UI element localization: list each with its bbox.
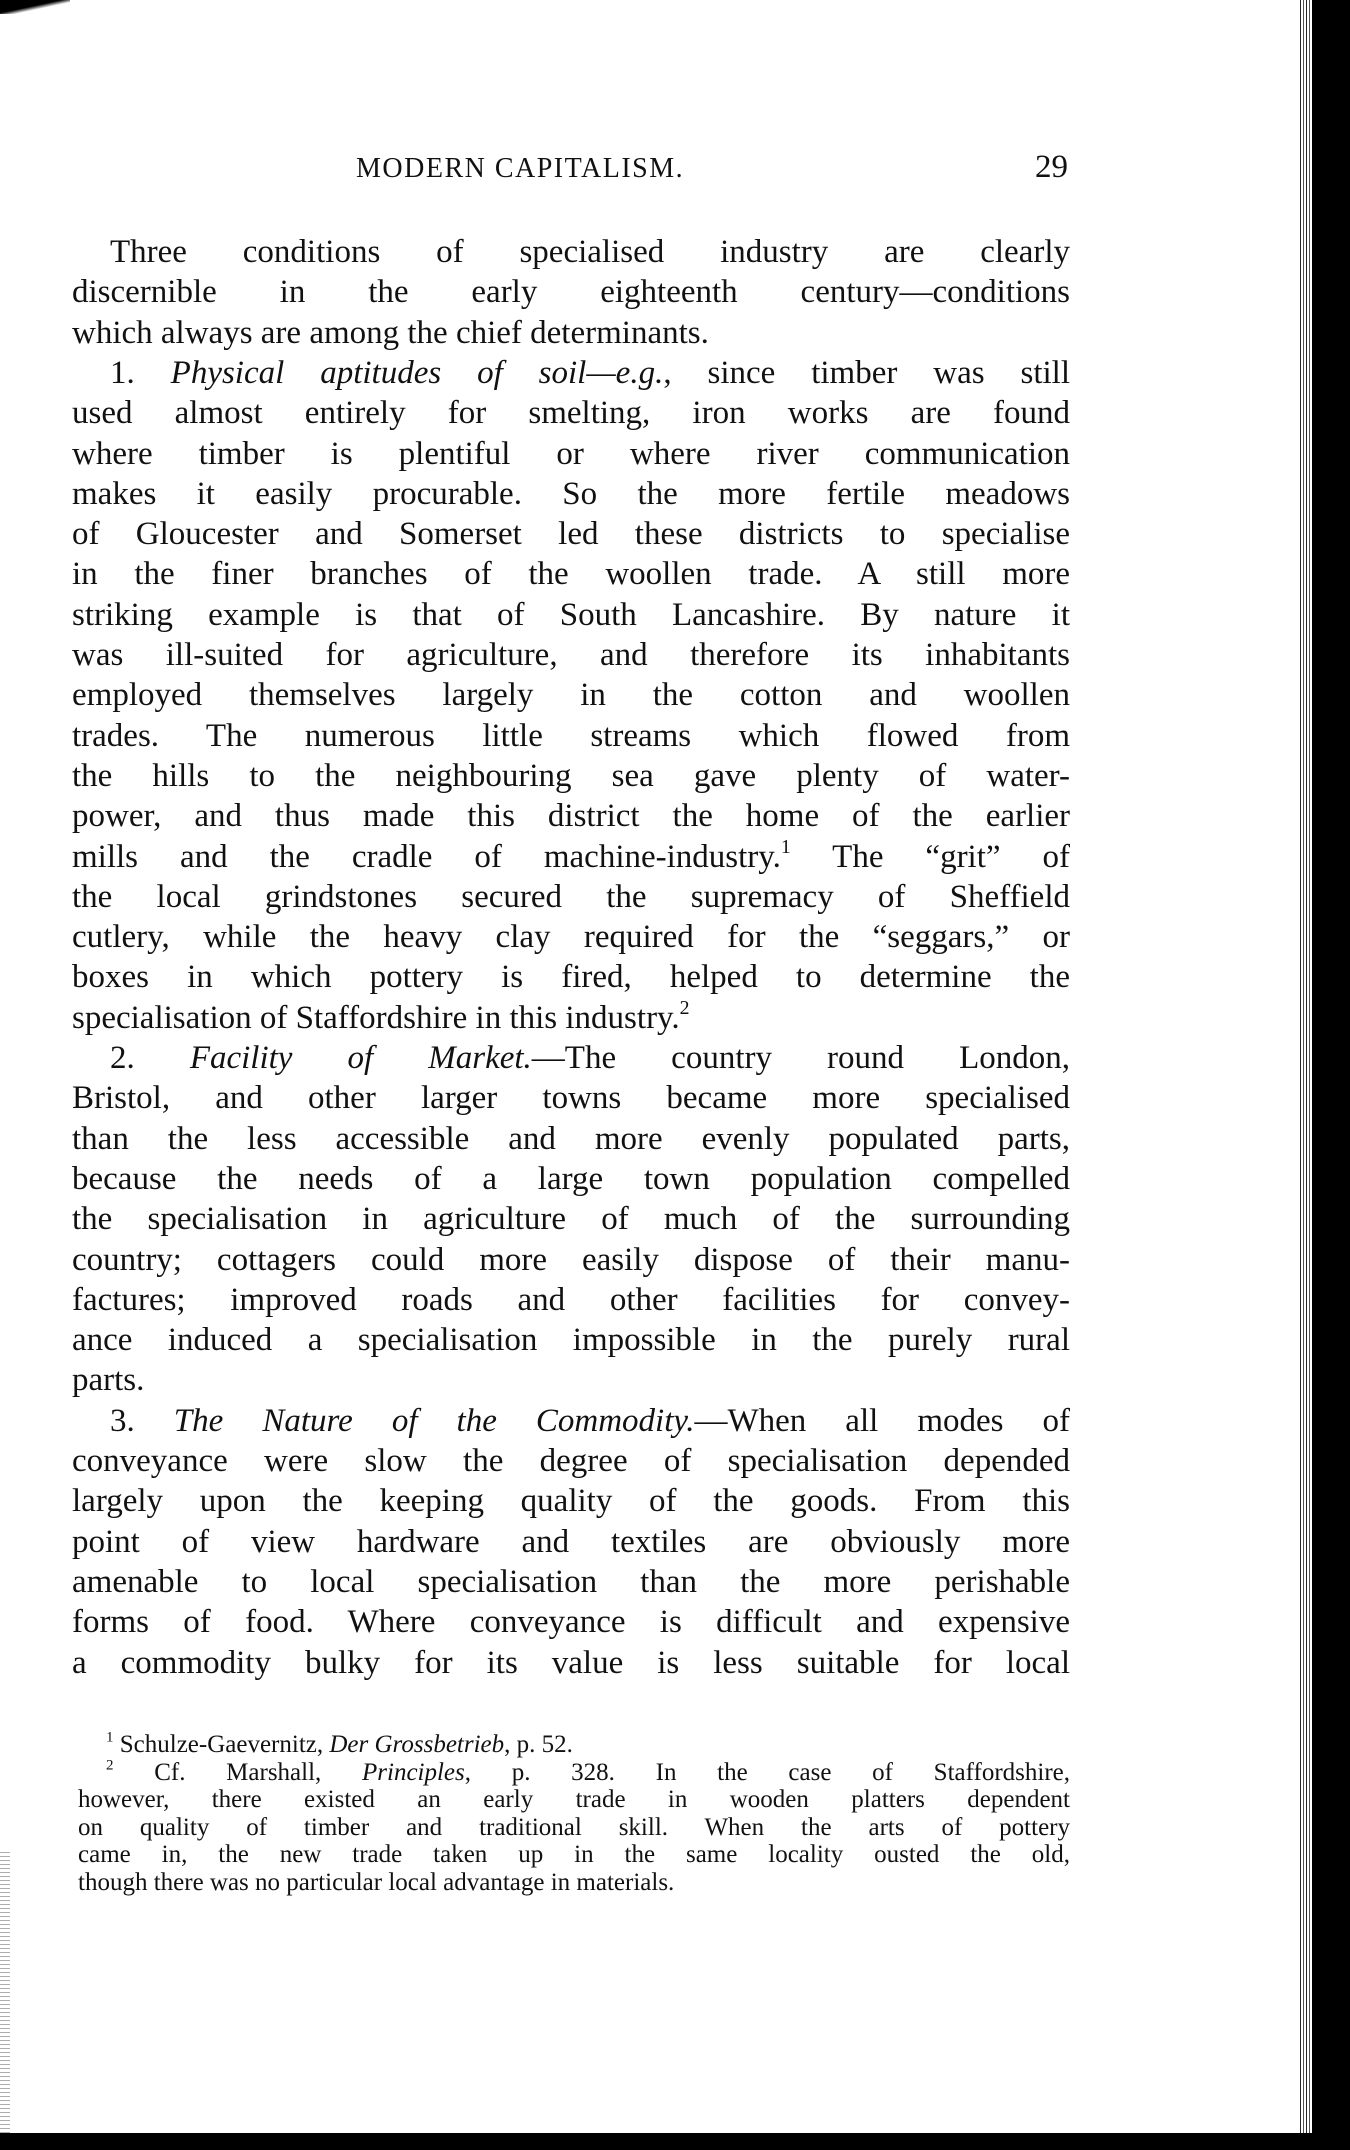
text-run: mills and the cradle of machine-industry. <box>72 838 781 875</box>
body-line <box>72 595 1070 635</box>
text-run: boxes in which pottery is fired, helped to determine the <box>72 959 1070 996</box>
footnote-line <box>78 1814 1070 1842</box>
text-run: because the needs of a large town population compelled <box>72 1160 1070 1197</box>
text-run: parts. <box>72 1362 145 1399</box>
text-run: Cf. Marshall, <box>113 1758 362 1786</box>
body-line <box>72 1643 1070 1683</box>
footnote-marker: 2 <box>106 1757 114 1774</box>
text-run: ance induced a specialisation impossible in the purely rural <box>72 1322 1070 1359</box>
text-run: , p. 52. <box>504 1731 573 1758</box>
text-run: power, and thus made this district the home of the earlier <box>72 798 1070 835</box>
italic-text: Principles <box>362 1758 465 1786</box>
running-head <box>0 149 1350 189</box>
body-line <box>72 514 1070 554</box>
text-run: Bristol, and other larger towns became more specialised <box>72 1080 1070 1117</box>
body-line <box>72 1602 1070 1642</box>
text-run: conveyance were slow the degree of specialisation depended <box>72 1443 1070 1479</box>
italic-text: Facility of Market. <box>189 1040 532 1076</box>
footnote-marker: 1 <box>780 835 791 858</box>
body-line <box>72 1562 1070 1602</box>
body-line <box>72 1199 1070 1239</box>
body-line <box>110 232 1070 272</box>
text-run: came in, the new trade taken up in the same locality ousted the old, <box>78 1841 1070 1869</box>
body-line <box>110 353 1070 393</box>
text-run: the hills to the neighbouring sea gave plenty of water- <box>72 757 1070 794</box>
text-run: —When all modes of <box>694 1402 1071 1439</box>
text-run: of Gloucester and Somerset led these districts to specialise <box>72 516 1070 553</box>
text-run: employed themselves largely in the cotton and woollen <box>72 677 1070 714</box>
text-run: factures; improved roads and other facilities for convey- <box>72 1281 1070 1318</box>
body-line <box>72 393 1070 433</box>
italic-text: The Nature of the Commodity. <box>173 1402 695 1439</box>
text-run: makes it easily procurable. So the more fertile meadows <box>72 475 1070 512</box>
body-line <box>72 1320 1070 1360</box>
text-run: used almost entirely for smelting, iron works are found <box>72 395 1070 432</box>
text-run: striking example is that of South Lancashire. By nature it <box>72 596 1070 633</box>
body-line <box>72 1078 1070 1118</box>
italic-text: Physical aptitudes of soil—e.g. <box>170 354 664 391</box>
text-run: amenable to local specialisation than the more perishable <box>72 1563 1070 1600</box>
body-line <box>72 434 1070 474</box>
body-line <box>72 837 1070 877</box>
body-line <box>72 1159 1070 1199</box>
text-run: the specialisation in agriculture of much of the surrounding <box>72 1201 1070 1238</box>
scan-bottom-edge <box>0 2133 1350 2150</box>
body-line <box>72 1119 1070 1159</box>
body-line <box>72 554 1070 594</box>
text-run: forms of food. Where conveyance is difficult and expensive <box>72 1604 1070 1641</box>
text-run: 2. <box>110 1040 190 1076</box>
body-line <box>72 1481 1070 1521</box>
text-run: point of view hardware and textiles are obviously more <box>72 1523 1070 1560</box>
body-line <box>72 675 1070 715</box>
text-run: was ill-suited for agriculture, and therefore its inhabitants <box>72 637 1070 673</box>
text-run: the local grindstones secured the supremacy of Sheffield <box>72 878 1070 915</box>
text-run: Schulze-Gaevernitz, <box>113 1731 330 1758</box>
text-run: however, there existed an early trade in wooden platters dependent <box>78 1786 1070 1814</box>
body-line <box>72 756 1070 796</box>
body-line <box>110 1038 1070 1078</box>
body-line <box>72 635 1070 675</box>
body-line <box>72 877 1070 917</box>
text-run: , p. 328. In the case of Staffordshire, <box>464 1758 1070 1786</box>
body-line <box>72 998 1070 1038</box>
body-line <box>72 796 1070 836</box>
text-run: specialisation of Staffordshire in this industry. <box>72 999 680 1036</box>
footnote-line <box>106 1759 1070 1787</box>
text-run: , since timber was still <box>663 354 1070 391</box>
text-run: country; cottagers could more easily dispose of their manu- <box>72 1241 1070 1278</box>
text-run: in the finer branches of the woollen trade. A still more <box>72 556 1070 593</box>
body-line <box>72 1360 1070 1400</box>
body-line <box>72 313 1070 353</box>
body-line <box>72 716 1070 756</box>
footnote-line <box>78 1869 1070 1897</box>
body-line <box>72 474 1070 514</box>
scan-left-edge-noise <box>0 1850 10 2133</box>
text-run: The “grit” of <box>790 838 1070 875</box>
running-head-title: MODERN CAPITALISM. <box>356 153 685 184</box>
text-run: a commodity bulky for its value is less suitable for local <box>72 1644 1070 1681</box>
body-line <box>72 1280 1070 1320</box>
body-line <box>72 1522 1070 1562</box>
text-run: —The country round London, <box>531 1040 1070 1076</box>
text-run: which always are among the chief determinants. <box>72 314 709 351</box>
page-number: 29 <box>1035 149 1068 185</box>
text-run: though there was no particular local advantage in materials. <box>78 1869 675 1896</box>
text-run: 3. <box>110 1402 174 1439</box>
footnote-marker: 2 <box>679 996 690 1019</box>
body-line <box>72 1240 1070 1280</box>
text-run: Three conditions of specialised industry are clearly <box>110 234 1070 270</box>
text-run: trades. The numerous little streams which flowed from <box>72 717 1070 754</box>
scan-corner-shadow <box>0 0 70 14</box>
text-run: discernible in the early eighteenth century—conditions <box>72 274 1070 311</box>
body-line <box>72 272 1070 312</box>
footnote-line <box>78 1786 1070 1814</box>
body-line <box>72 917 1070 957</box>
body-line <box>110 1401 1070 1441</box>
text-run: 1. <box>110 354 171 391</box>
text-run: cutlery, while the heavy clay required for the “seggars,” or <box>72 919 1070 956</box>
text-run: on quality of timber and traditional skill. When the arts of pottery <box>78 1813 1070 1841</box>
italic-text: Der Grossbetrieb <box>329 1731 505 1758</box>
footnote-marker: 1 <box>106 1729 114 1746</box>
body-line <box>72 1441 1070 1481</box>
body-line <box>72 957 1070 997</box>
text-run: where timber is plentiful or where river communication <box>72 435 1070 472</box>
footnote-line <box>106 1731 1070 1759</box>
footnote-line <box>78 1841 1070 1869</box>
text-run: than the less accessible and more evenly populated parts, <box>72 1120 1070 1157</box>
scan-right-edge <box>1312 0 1350 2150</box>
text-run: largely upon the keeping quality of the goods. From this <box>72 1483 1070 1520</box>
book-page-edges <box>1300 0 1312 2150</box>
